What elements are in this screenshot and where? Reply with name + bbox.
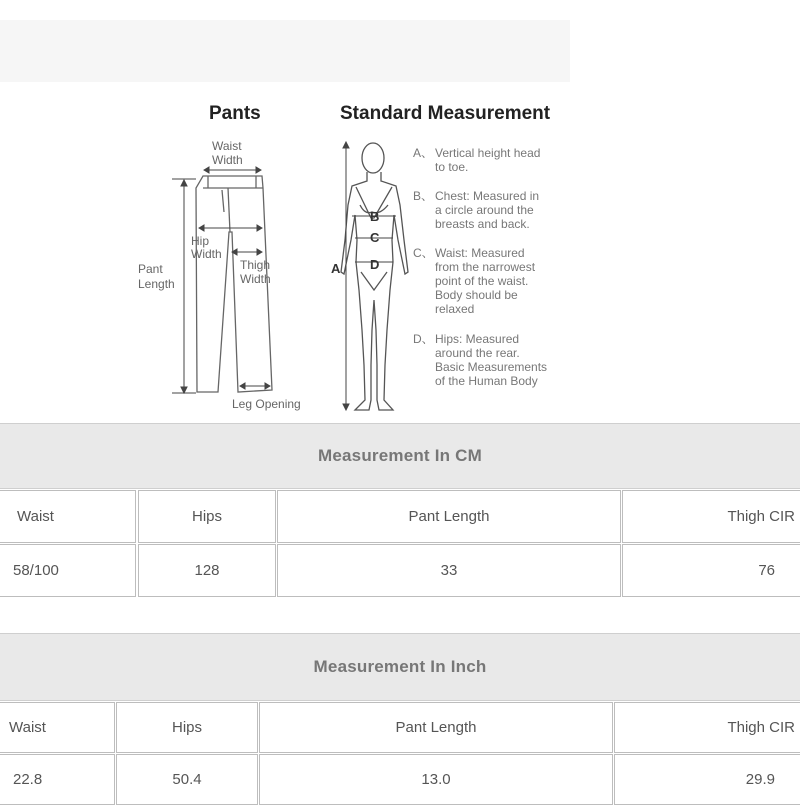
cm-table bbox=[0, 423, 800, 597]
cm-value-waist: 58/100 bbox=[0, 544, 136, 597]
cm-header-thigh: Thigh CIR bbox=[622, 490, 800, 543]
desc-d-line: around the rear. bbox=[435, 346, 520, 360]
cm-header-row bbox=[0, 490, 800, 543]
desc-c-key: C、 bbox=[413, 246, 434, 260]
body-measure-lines bbox=[343, 142, 396, 410]
desc-d-line: Hips: Measured bbox=[435, 332, 520, 346]
inch-table bbox=[0, 633, 800, 805]
desc-c-line: from the narrowest bbox=[435, 260, 536, 274]
waist-width-label: Waist bbox=[212, 139, 242, 153]
pants-title: Pants bbox=[209, 103, 261, 124]
pant-length-label: Pant bbox=[138, 262, 163, 276]
inch-value-hips: 50.4 bbox=[116, 754, 258, 805]
hip-width-label-2: Width bbox=[191, 247, 222, 261]
inch-header-waist: Waist bbox=[0, 702, 115, 753]
cm-value-hips: 128 bbox=[138, 544, 276, 597]
hip-width-label: Hip bbox=[191, 234, 210, 248]
cm-value-row bbox=[0, 544, 800, 597]
inch-header-thigh: Thigh CIR bbox=[614, 702, 800, 753]
desc-b-key: B、 bbox=[413, 189, 434, 203]
inch-table-title: Measurement In Inch bbox=[0, 633, 800, 701]
desc-b-line: a circle around the bbox=[435, 203, 534, 217]
inch-header-hips: Hips bbox=[116, 702, 258, 753]
leg-opening-label: Leg Opening bbox=[232, 397, 301, 411]
desc-a-line: to toe. bbox=[435, 160, 469, 174]
measurement-descriptions bbox=[413, 146, 547, 388]
body-letter-d: D bbox=[370, 257, 380, 272]
inch-header-pant-length: Pant Length bbox=[259, 702, 613, 753]
desc-d-line: of the Human Body bbox=[435, 374, 538, 388]
inch-header-row bbox=[0, 702, 800, 753]
cm-header-hips: Hips bbox=[138, 490, 276, 543]
desc-d-line: Basic Measurements bbox=[435, 360, 548, 374]
desc-b-line: Chest: Measured in bbox=[435, 189, 540, 203]
desc-b-line: breasts and back. bbox=[435, 217, 530, 231]
thigh-width-label: Thigh bbox=[240, 258, 271, 272]
desc-c-line: Body should be bbox=[435, 288, 518, 302]
inch-value-row bbox=[0, 754, 800, 805]
cm-value-thigh: 76 bbox=[622, 544, 800, 597]
cm-header-pant-length: Pant Length bbox=[277, 490, 621, 543]
inch-value-thigh: 29.9 bbox=[614, 754, 800, 805]
desc-d-key: D、 bbox=[413, 332, 434, 346]
cm-value-pant-length: 33 bbox=[277, 544, 621, 597]
pant-length-label-2: Length bbox=[138, 277, 175, 291]
desc-a-key: A、 bbox=[413, 146, 434, 160]
body-letter-b: B bbox=[370, 209, 380, 224]
cm-header-waist: Waist bbox=[0, 490, 136, 543]
desc-c-line: point of the waist. bbox=[435, 274, 529, 288]
body-letter-a: A bbox=[331, 261, 341, 276]
waist-width-label-2: Width bbox=[212, 153, 243, 167]
body-letter-c: C bbox=[370, 230, 380, 245]
desc-c-line: Waist: Measured bbox=[435, 246, 525, 260]
desc-a-line: Vertical height head bbox=[435, 146, 541, 160]
cm-table-title: Measurement In CM bbox=[0, 423, 800, 489]
thigh-width-label-2: Width bbox=[240, 272, 271, 286]
inch-value-waist: 22.8 bbox=[0, 754, 115, 805]
desc-c-line: relaxed bbox=[435, 302, 475, 316]
body-figure bbox=[341, 143, 408, 410]
standard-title: Standard Measurement bbox=[340, 103, 551, 124]
inch-value-pant-length: 13.0 bbox=[259, 754, 613, 805]
